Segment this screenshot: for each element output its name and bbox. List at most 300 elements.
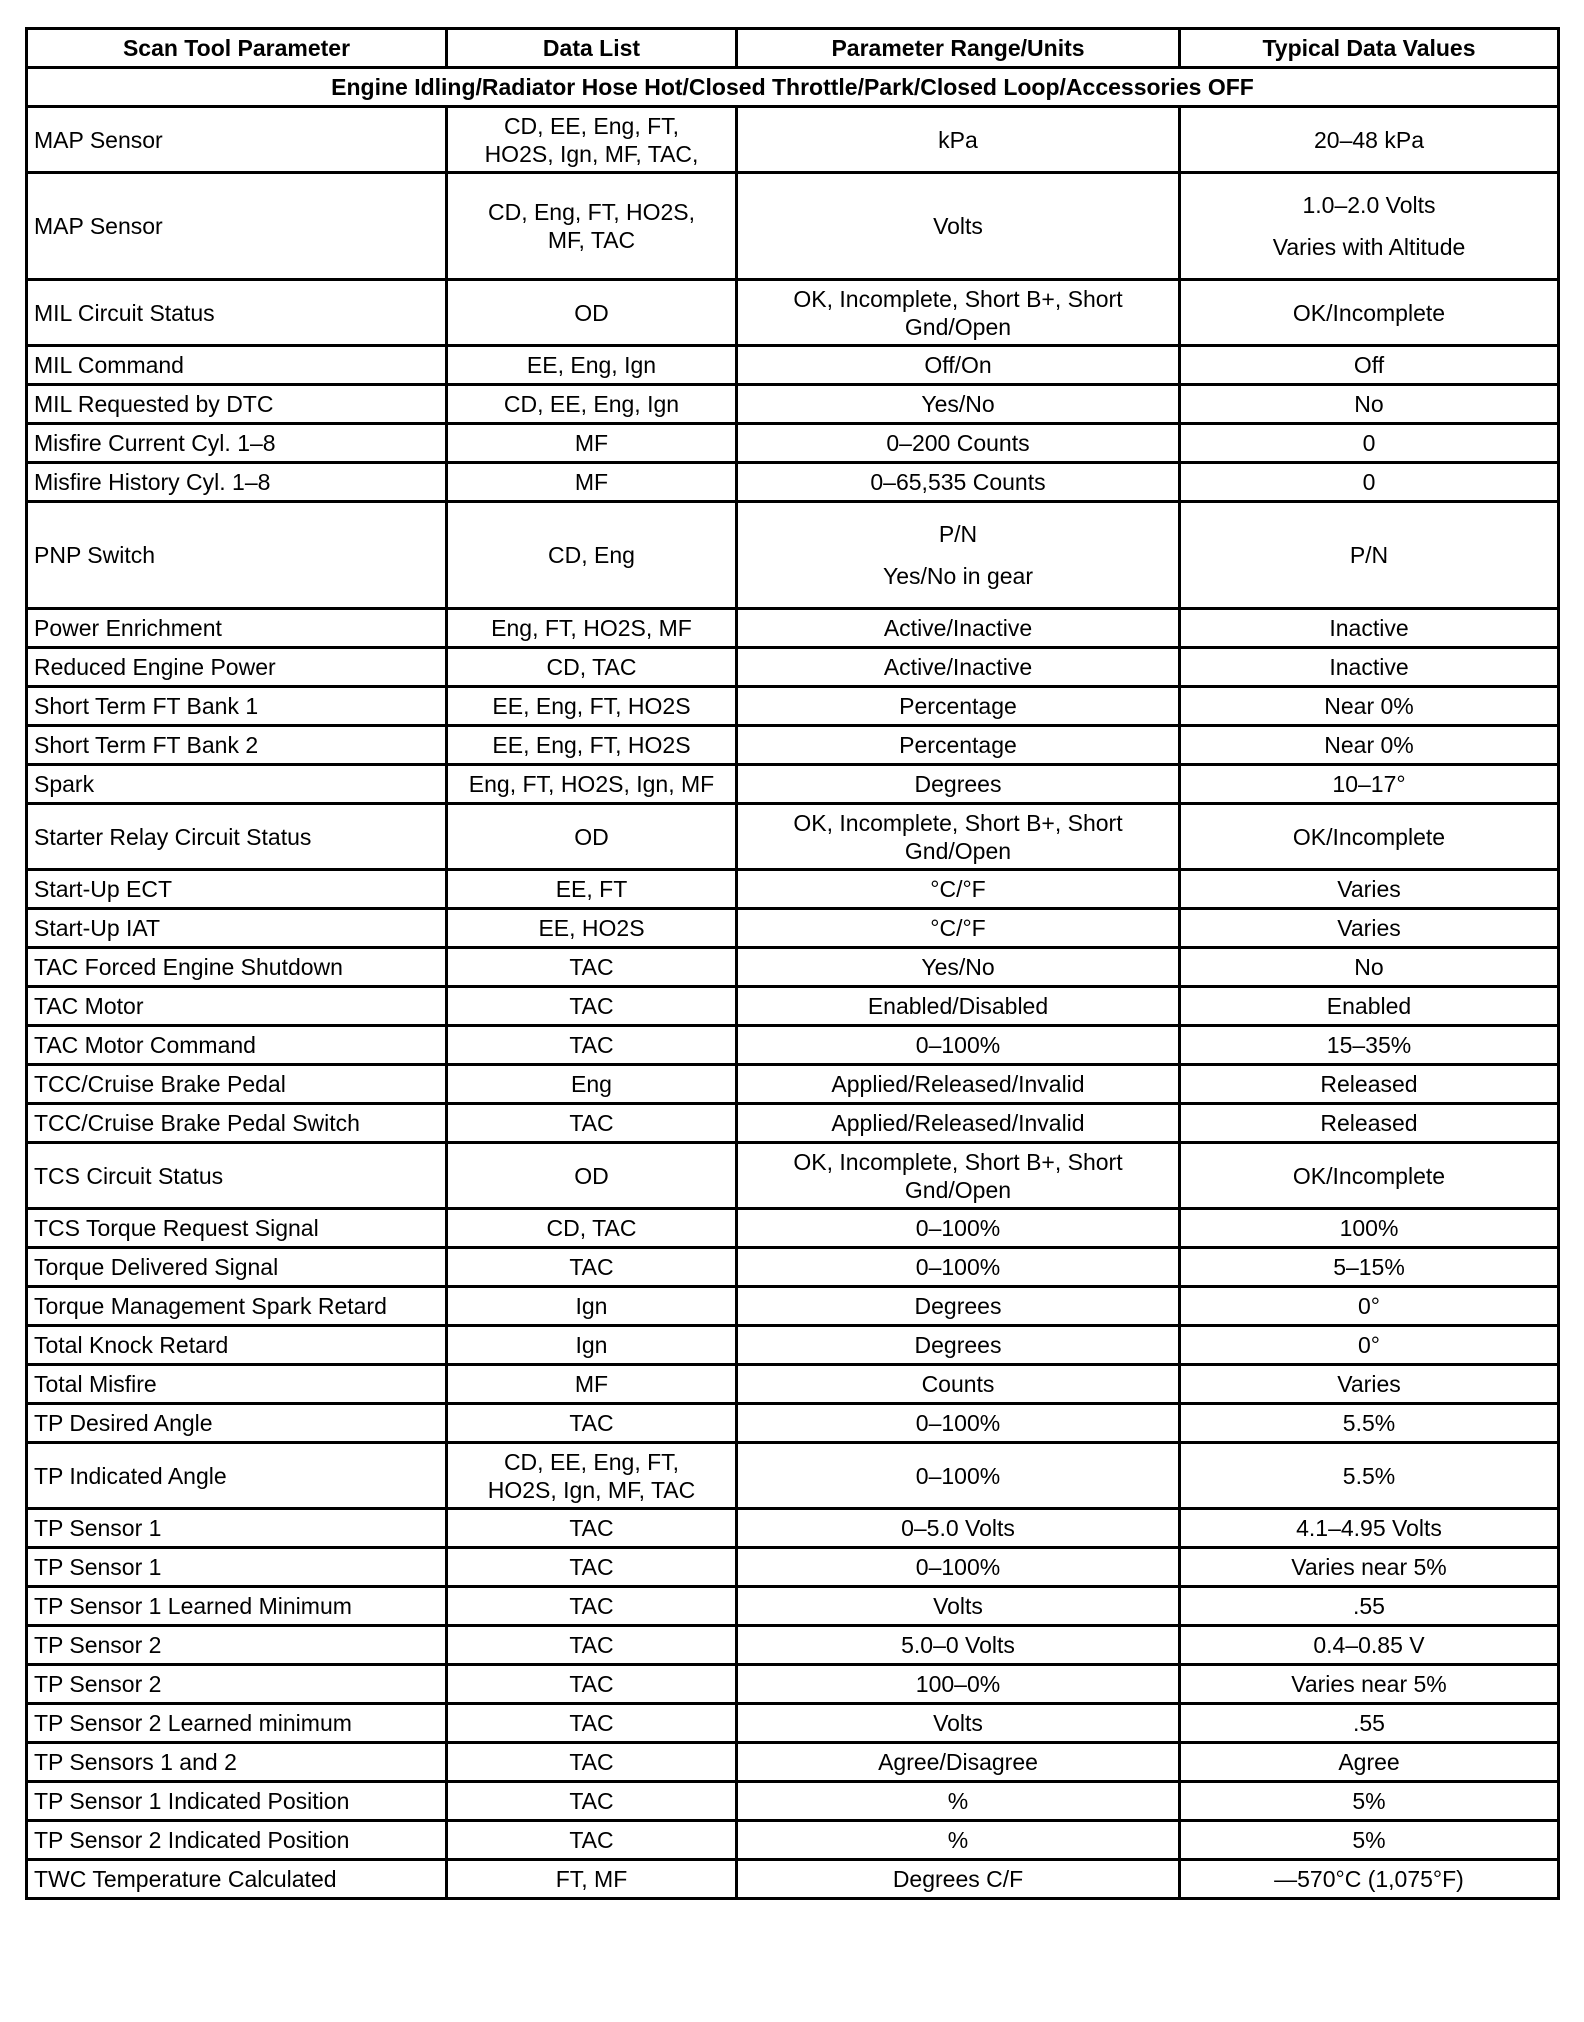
- cell-line: HO2S, Ign, MF, TAC,: [484, 140, 699, 167]
- cell-range-units: [737, 385, 1180, 424]
- cell-typical-value: [1180, 609, 1559, 648]
- cell-data-list: [447, 346, 737, 385]
- cell-parameter: TCC/Cruise Brake Pedal Switch: [27, 1104, 447, 1143]
- table-row: [27, 173, 1559, 280]
- cell-typical-value: [1180, 1548, 1559, 1587]
- table-row: [27, 1743, 1559, 1782]
- cell-line: Degrees: [914, 1293, 1002, 1319]
- cell-line: 0–100%: [915, 1032, 1001, 1058]
- cell-line: Ign: [575, 1332, 608, 1358]
- table-row: [27, 424, 1559, 463]
- table-row: [27, 648, 1559, 687]
- cell-line: TAC: [569, 1254, 614, 1280]
- cell-data-list: [447, 765, 737, 804]
- cell-line: 5%: [1352, 1827, 1386, 1853]
- cell-line: 0–5.0 Volts: [901, 1515, 1015, 1541]
- cell-parameter: TCS Torque Request Signal: [27, 1209, 447, 1248]
- cell-line: OK/Incomplete: [1292, 1162, 1446, 1189]
- cell-parameter: TP Sensor 1: [27, 1548, 447, 1587]
- cell-line: Gnd/Open: [904, 313, 1012, 340]
- cell-typical-value: [1180, 280, 1559, 346]
- cell-line: °C/°F: [930, 915, 986, 941]
- cell-typical-value: [1180, 1248, 1559, 1287]
- cell-typical-value: [1180, 1821, 1559, 1860]
- cell-line: CD, EE, Eng, FT,: [503, 1448, 680, 1475]
- cell-range-units: [737, 107, 1180, 173]
- cell-data-list: [447, 1104, 737, 1143]
- cell-data-list: [447, 726, 737, 765]
- cell-line: 0°: [1358, 1332, 1380, 1358]
- cell-parameter: Short Term FT Bank 2: [27, 726, 447, 765]
- cell-line: 0.4–0.85 V: [1313, 1632, 1425, 1658]
- cell-typical-value: [1180, 385, 1559, 424]
- cell-line: 100%: [1339, 1215, 1399, 1241]
- cell-line: EE, FT: [555, 876, 628, 902]
- cell-parameter: Torque Management Spark Retard: [27, 1287, 447, 1326]
- cell-line: MF, TAC: [547, 227, 636, 253]
- table-row: [27, 107, 1559, 173]
- cell-line: CD, EE, Eng, FT,: [503, 112, 680, 139]
- table-row: [27, 1665, 1559, 1704]
- table-row: [27, 1443, 1559, 1509]
- cell-line: 0–100%: [915, 1410, 1001, 1436]
- cell-line: 0–100%: [915, 1554, 1001, 1580]
- cell-line: TAC: [569, 1410, 614, 1436]
- table-row: [27, 1587, 1559, 1626]
- cell-data-list: [447, 1365, 737, 1404]
- cell-range-units: [737, 173, 1180, 280]
- header-row: [27, 29, 1559, 68]
- cell-parameter: TCC/Cruise Brake Pedal: [27, 1065, 447, 1104]
- cell-range-units: [737, 1509, 1180, 1548]
- cell-line: 5%: [1352, 1788, 1386, 1814]
- cell-line: —570°C (1,075°F): [1274, 1866, 1464, 1892]
- cell-line: Varies with Altitude: [1272, 234, 1466, 260]
- cell-range-units: [737, 687, 1180, 726]
- cell-line: MF: [574, 1371, 609, 1397]
- cell-line: 0–100%: [915, 1254, 1001, 1280]
- cell-parameter: Misfire History Cyl. 1–8: [27, 463, 447, 502]
- cell-line: OD: [574, 1162, 609, 1189]
- cell-data-list: [447, 1404, 737, 1443]
- cell-parameter: Total Knock Retard: [27, 1326, 447, 1365]
- table-row: [27, 346, 1559, 385]
- cell-line: MF: [574, 469, 609, 495]
- cell-line: .55: [1353, 1710, 1385, 1736]
- cell-range-units: [737, 804, 1180, 870]
- cell-typical-value: [1180, 173, 1559, 280]
- cell-range-units: [737, 502, 1180, 609]
- cell-line: P/N: [938, 521, 978, 547]
- cell-line: CD, Eng, FT, HO2S,: [487, 199, 696, 225]
- cell-range-units: [737, 280, 1180, 346]
- header-data-list: Data List: [447, 29, 737, 68]
- cell-typical-value: [1180, 909, 1559, 948]
- cell-line: OK, Incomplete, Short B+, Short: [793, 1148, 1123, 1175]
- cell-typical-value: [1180, 687, 1559, 726]
- cell-typical-value: [1180, 1287, 1559, 1326]
- cell-line: Volts: [933, 1710, 983, 1736]
- table-body: [27, 68, 1559, 1899]
- cell-line: FT, MF: [555, 1866, 628, 1892]
- table-row: [27, 1365, 1559, 1404]
- cell-parameter: TP Sensor 1 Indicated Position: [27, 1782, 447, 1821]
- cell-parameter: Total Misfire: [27, 1365, 447, 1404]
- cell-range-units: [737, 870, 1180, 909]
- cell-data-list: [447, 107, 737, 173]
- cell-line: Applied/Released/Invalid: [831, 1110, 1085, 1136]
- cell-range-units: [737, 1287, 1180, 1326]
- cell-line: TAC: [569, 1749, 614, 1775]
- table-row: [27, 1326, 1559, 1365]
- cell-line: OK, Incomplete, Short B+, Short: [793, 285, 1123, 312]
- cell-line: kPa: [938, 126, 978, 153]
- cell-line: TAC: [569, 1710, 614, 1736]
- cell-line: Varies: [1337, 915, 1401, 941]
- cell-data-list: [447, 1587, 737, 1626]
- cell-line: Varies near 5%: [1291, 1671, 1447, 1697]
- table-row: [27, 909, 1559, 948]
- cell-line: TAC: [569, 1110, 614, 1136]
- cell-typical-value: [1180, 1026, 1559, 1065]
- cell-data-list: [447, 870, 737, 909]
- cell-data-list: [447, 1860, 737, 1899]
- cell-line: OK, Incomplete, Short B+, Short: [793, 809, 1123, 836]
- cell-line: Active/Inactive: [883, 615, 1033, 641]
- cell-line: Volts: [933, 213, 983, 239]
- cell-typical-value: [1180, 765, 1559, 804]
- cell-line: TAC: [569, 1632, 614, 1658]
- cell-data-list: [447, 385, 737, 424]
- cell-parameter: TCS Circuit Status: [27, 1143, 447, 1209]
- cell-line: Yes/No: [921, 391, 995, 417]
- cell-line: OK/Incomplete: [1292, 299, 1446, 326]
- cell-data-list: [447, 609, 737, 648]
- cell-parameter: MIL Requested by DTC: [27, 385, 447, 424]
- cell-line: TAC: [569, 1827, 614, 1853]
- cell-data-list: [447, 1782, 737, 1821]
- cell-parameter: Torque Delivered Signal: [27, 1248, 447, 1287]
- cell-line: CD, EE, Eng, Ign: [503, 391, 680, 417]
- cell-range-units: [737, 1026, 1180, 1065]
- cell-data-list: [447, 987, 737, 1026]
- cell-line: TAC: [569, 1788, 614, 1814]
- cell-typical-value: [1180, 1209, 1559, 1248]
- cell-line: 0–65,535 Counts: [870, 469, 1046, 495]
- table-row: [27, 870, 1559, 909]
- cell-range-units: [737, 648, 1180, 687]
- cell-range-units: [737, 765, 1180, 804]
- cell-line: Degrees C/F: [892, 1866, 1024, 1892]
- table-row: [27, 1065, 1559, 1104]
- table-row: [27, 1704, 1559, 1743]
- cell-line: Ign: [575, 1293, 608, 1319]
- cell-range-units: [737, 609, 1180, 648]
- cell-line: 0–200 Counts: [886, 430, 1030, 456]
- cell-range-units: [737, 948, 1180, 987]
- cell-line: Released: [1320, 1071, 1418, 1097]
- cell-typical-value: [1180, 1365, 1559, 1404]
- cell-line: HO2S, Ign, MF, TAC: [487, 1476, 696, 1503]
- cell-range-units: [737, 1548, 1180, 1587]
- cell-data-list: [447, 948, 737, 987]
- cell-parameter: TAC Forced Engine Shutdown: [27, 948, 447, 987]
- cell-range-units: [737, 1365, 1180, 1404]
- cell-line: 0–100%: [915, 1215, 1001, 1241]
- cell-typical-value: [1180, 463, 1559, 502]
- cell-typical-value: [1180, 346, 1559, 385]
- cell-parameter: TAC Motor Command: [27, 1026, 447, 1065]
- cell-line: Varies: [1337, 1371, 1401, 1397]
- table-row: [27, 385, 1559, 424]
- cell-line: OD: [574, 823, 609, 850]
- table-row: [27, 280, 1559, 346]
- cell-range-units: [737, 1821, 1180, 1860]
- cell-data-list: [447, 1287, 737, 1326]
- cell-line: Near 0%: [1324, 693, 1414, 719]
- cell-line: 0: [1362, 430, 1376, 456]
- cell-line: TAC: [569, 1593, 614, 1619]
- table-row: [27, 1404, 1559, 1443]
- cell-parameter: TP Desired Angle: [27, 1404, 447, 1443]
- cell-typical-value: [1180, 1587, 1559, 1626]
- cell-data-list: [447, 1704, 737, 1743]
- cell-parameter: MAP Sensor: [27, 173, 447, 280]
- cell-parameter: TP Sensor 2: [27, 1626, 447, 1665]
- cell-parameter: MIL Command: [27, 346, 447, 385]
- cell-range-units: [737, 1065, 1180, 1104]
- cell-line: 10–17°: [1332, 771, 1406, 797]
- cell-typical-value: [1180, 870, 1559, 909]
- table-row: [27, 1860, 1559, 1899]
- cell-data-list: [447, 1665, 737, 1704]
- cell-line: 0–100%: [915, 1462, 1001, 1489]
- cell-data-list: [447, 280, 737, 346]
- cell-range-units: [737, 1404, 1180, 1443]
- cell-line: Near 0%: [1324, 732, 1414, 758]
- cell-range-units: [737, 987, 1180, 1026]
- cell-line: TAC: [569, 1515, 614, 1541]
- cell-line: Degrees: [914, 771, 1002, 797]
- cell-parameter: PNP Switch: [27, 502, 447, 609]
- cell-line: TAC: [569, 1032, 614, 1058]
- cell-line: Varies: [1337, 876, 1401, 902]
- table-row: [27, 1548, 1559, 1587]
- line-gap: [744, 548, 1172, 562]
- cell-line: 4.1–4.95 Volts: [1296, 1515, 1442, 1541]
- cell-line: Eng: [571, 1071, 612, 1097]
- cell-parameter: TP Sensor 1: [27, 1509, 447, 1548]
- table-row: [27, 948, 1559, 987]
- cell-line: EE, HO2S: [538, 915, 645, 941]
- cell-range-units: [737, 1782, 1180, 1821]
- header-parameter-range-units: Parameter Range/Units: [737, 29, 1180, 68]
- cell-line: EE, Eng, Ign: [526, 352, 657, 378]
- cell-data-list: [447, 1065, 737, 1104]
- cell-typical-value: [1180, 1443, 1559, 1509]
- cell-typical-value: [1180, 948, 1559, 987]
- cell-line: Off: [1353, 352, 1385, 378]
- cell-line: Agree/Disagree: [878, 1749, 1038, 1775]
- line-gap: [1187, 219, 1551, 233]
- cell-range-units: [737, 909, 1180, 948]
- cell-line: 1.0–2.0 Volts: [1302, 192, 1436, 218]
- cell-data-list: [447, 502, 737, 609]
- cell-parameter: TP Sensor 2: [27, 1665, 447, 1704]
- cell-typical-value: [1180, 804, 1559, 870]
- cell-line: 5.5%: [1342, 1410, 1396, 1436]
- cell-range-units: [737, 1626, 1180, 1665]
- cell-typical-value: [1180, 1404, 1559, 1443]
- table-row: [27, 502, 1559, 609]
- table-row: [27, 804, 1559, 870]
- cell-parameter: TP Sensor 2 Learned minimum: [27, 1704, 447, 1743]
- cell-line: Volts: [933, 1593, 983, 1619]
- cell-line: 15–35%: [1326, 1032, 1412, 1058]
- cell-data-list: [447, 1443, 737, 1509]
- cell-line: Applied/Released/Invalid: [831, 1071, 1085, 1097]
- cell-range-units: [737, 1143, 1180, 1209]
- cell-line: P/N: [1349, 542, 1389, 568]
- cell-line: 5.5%: [1342, 1462, 1396, 1489]
- cell-line: Varies near 5%: [1291, 1554, 1447, 1580]
- cell-line: Gnd/Open: [904, 837, 1012, 864]
- cell-parameter: TP Sensor 1 Learned Minimum: [27, 1587, 447, 1626]
- cell-range-units: [737, 1209, 1180, 1248]
- cell-parameter: TAC Motor: [27, 987, 447, 1026]
- cell-typical-value: [1180, 1509, 1559, 1548]
- cell-line: 100–0%: [915, 1671, 1001, 1697]
- cell-typical-value: [1180, 1143, 1559, 1209]
- cell-data-list: [447, 1143, 737, 1209]
- cell-data-list: [447, 1626, 737, 1665]
- cell-line: Active/Inactive: [883, 654, 1033, 680]
- cell-typical-value: [1180, 1743, 1559, 1782]
- cell-line: Inactive: [1329, 654, 1409, 680]
- cell-typical-value: [1180, 1704, 1559, 1743]
- cell-data-list: [447, 1026, 737, 1065]
- cell-typical-value: [1180, 502, 1559, 609]
- cell-line: %: [947, 1788, 969, 1814]
- cell-parameter: TP Sensor 2 Indicated Position: [27, 1821, 447, 1860]
- table-row: [27, 1143, 1559, 1209]
- table-row: [27, 765, 1559, 804]
- cell-data-list: [447, 1821, 737, 1860]
- section-row: [27, 68, 1559, 107]
- cell-data-list: [447, 1209, 737, 1248]
- cell-typical-value: [1180, 424, 1559, 463]
- cell-data-list: [447, 173, 737, 280]
- cell-range-units: [737, 346, 1180, 385]
- cell-data-list: [447, 909, 737, 948]
- cell-line: °C/°F: [930, 876, 986, 902]
- cell-typical-value: [1180, 648, 1559, 687]
- cell-line: Yes/No: [921, 954, 995, 980]
- cell-typical-value: [1180, 1665, 1559, 1704]
- cell-line: No: [1354, 391, 1384, 417]
- cell-typical-value: [1180, 1860, 1559, 1899]
- scan-tool-data-document: [25, 27, 1557, 1900]
- cell-line: CD, TAC: [546, 1215, 637, 1241]
- cell-parameter: Misfire Current Cyl. 1–8: [27, 424, 447, 463]
- table-row: [27, 687, 1559, 726]
- cell-range-units: [737, 1704, 1180, 1743]
- cell-parameter: Power Enrichment: [27, 609, 447, 648]
- cell-typical-value: [1180, 987, 1559, 1026]
- table-row: [27, 1821, 1559, 1860]
- cell-typical-value: [1180, 726, 1559, 765]
- cell-typical-value: [1180, 107, 1559, 173]
- cell-parameter: Spark: [27, 765, 447, 804]
- cell-parameter: TWC Temperature Calculated: [27, 1860, 447, 1899]
- table-row: [27, 987, 1559, 1026]
- table-row: [27, 1509, 1559, 1548]
- cell-parameter: Start-Up IAT: [27, 909, 447, 948]
- cell-parameter: Start-Up ECT: [27, 870, 447, 909]
- cell-line: MF: [574, 430, 609, 456]
- table-row: [27, 1026, 1559, 1065]
- cell-typical-value: [1180, 1626, 1559, 1665]
- cell-range-units: [737, 1587, 1180, 1626]
- cell-line: Percentage: [899, 732, 1017, 758]
- cell-parameter: TP Indicated Angle: [27, 1443, 447, 1509]
- cell-data-list: [447, 424, 737, 463]
- cell-line: Agree: [1338, 1749, 1400, 1775]
- cell-line: OK/Incomplete: [1292, 823, 1446, 850]
- cell-line: Degrees: [914, 1332, 1002, 1358]
- cell-parameter: MAP Sensor: [27, 107, 447, 173]
- cell-line: Eng, FT, HO2S, Ign, MF: [468, 771, 715, 797]
- cell-range-units: [737, 1248, 1180, 1287]
- header-typical-data-values: Typical Data Values: [1180, 29, 1559, 68]
- cell-line: 20–48 kPa: [1314, 126, 1424, 153]
- cell-line: Gnd/Open: [904, 1176, 1012, 1203]
- cell-line: Off/On: [924, 352, 992, 378]
- table-row: [27, 463, 1559, 502]
- cell-parameter: Starter Relay Circuit Status: [27, 804, 447, 870]
- cell-line: .55: [1353, 1593, 1385, 1619]
- cell-line: EE, Eng, FT, HO2S: [492, 693, 691, 719]
- cell-data-list: [447, 463, 737, 502]
- cell-data-list: [447, 1509, 737, 1548]
- cell-line: Percentage: [899, 693, 1017, 719]
- cell-line: TAC: [569, 1554, 614, 1580]
- header-scan-tool-parameter: Scan Tool Parameter: [27, 29, 447, 68]
- cell-line: Enabled/Disabled: [867, 993, 1049, 1019]
- cell-data-list: [447, 804, 737, 870]
- cell-typical-value: [1180, 1104, 1559, 1143]
- table-row: [27, 609, 1559, 648]
- cell-line: CD, TAC: [546, 654, 637, 680]
- cell-line: EE, Eng, FT, HO2S: [492, 732, 691, 758]
- cell-typical-value: [1180, 1326, 1559, 1365]
- cell-data-list: [447, 1548, 737, 1587]
- cell-data-list: [447, 1326, 737, 1365]
- cell-line: OD: [574, 299, 609, 326]
- section-title: Engine Idling/Radiator Hose Hot/Closed Throttle/Park/Closed Loop/Accessories OFF: [27, 68, 1559, 107]
- cell-line: 0°: [1358, 1293, 1380, 1319]
- cell-parameter: Short Term FT Bank 1: [27, 687, 447, 726]
- cell-range-units: [737, 1665, 1180, 1704]
- table-row: [27, 1248, 1559, 1287]
- cell-range-units: [737, 463, 1180, 502]
- cell-line: Eng, FT, HO2S, MF: [491, 615, 692, 641]
- cell-line: CD, Eng: [548, 542, 635, 568]
- table-row: [27, 1782, 1559, 1821]
- cell-typical-value: [1180, 1065, 1559, 1104]
- cell-line: 5–15%: [1333, 1254, 1405, 1280]
- cell-range-units: [737, 1860, 1180, 1899]
